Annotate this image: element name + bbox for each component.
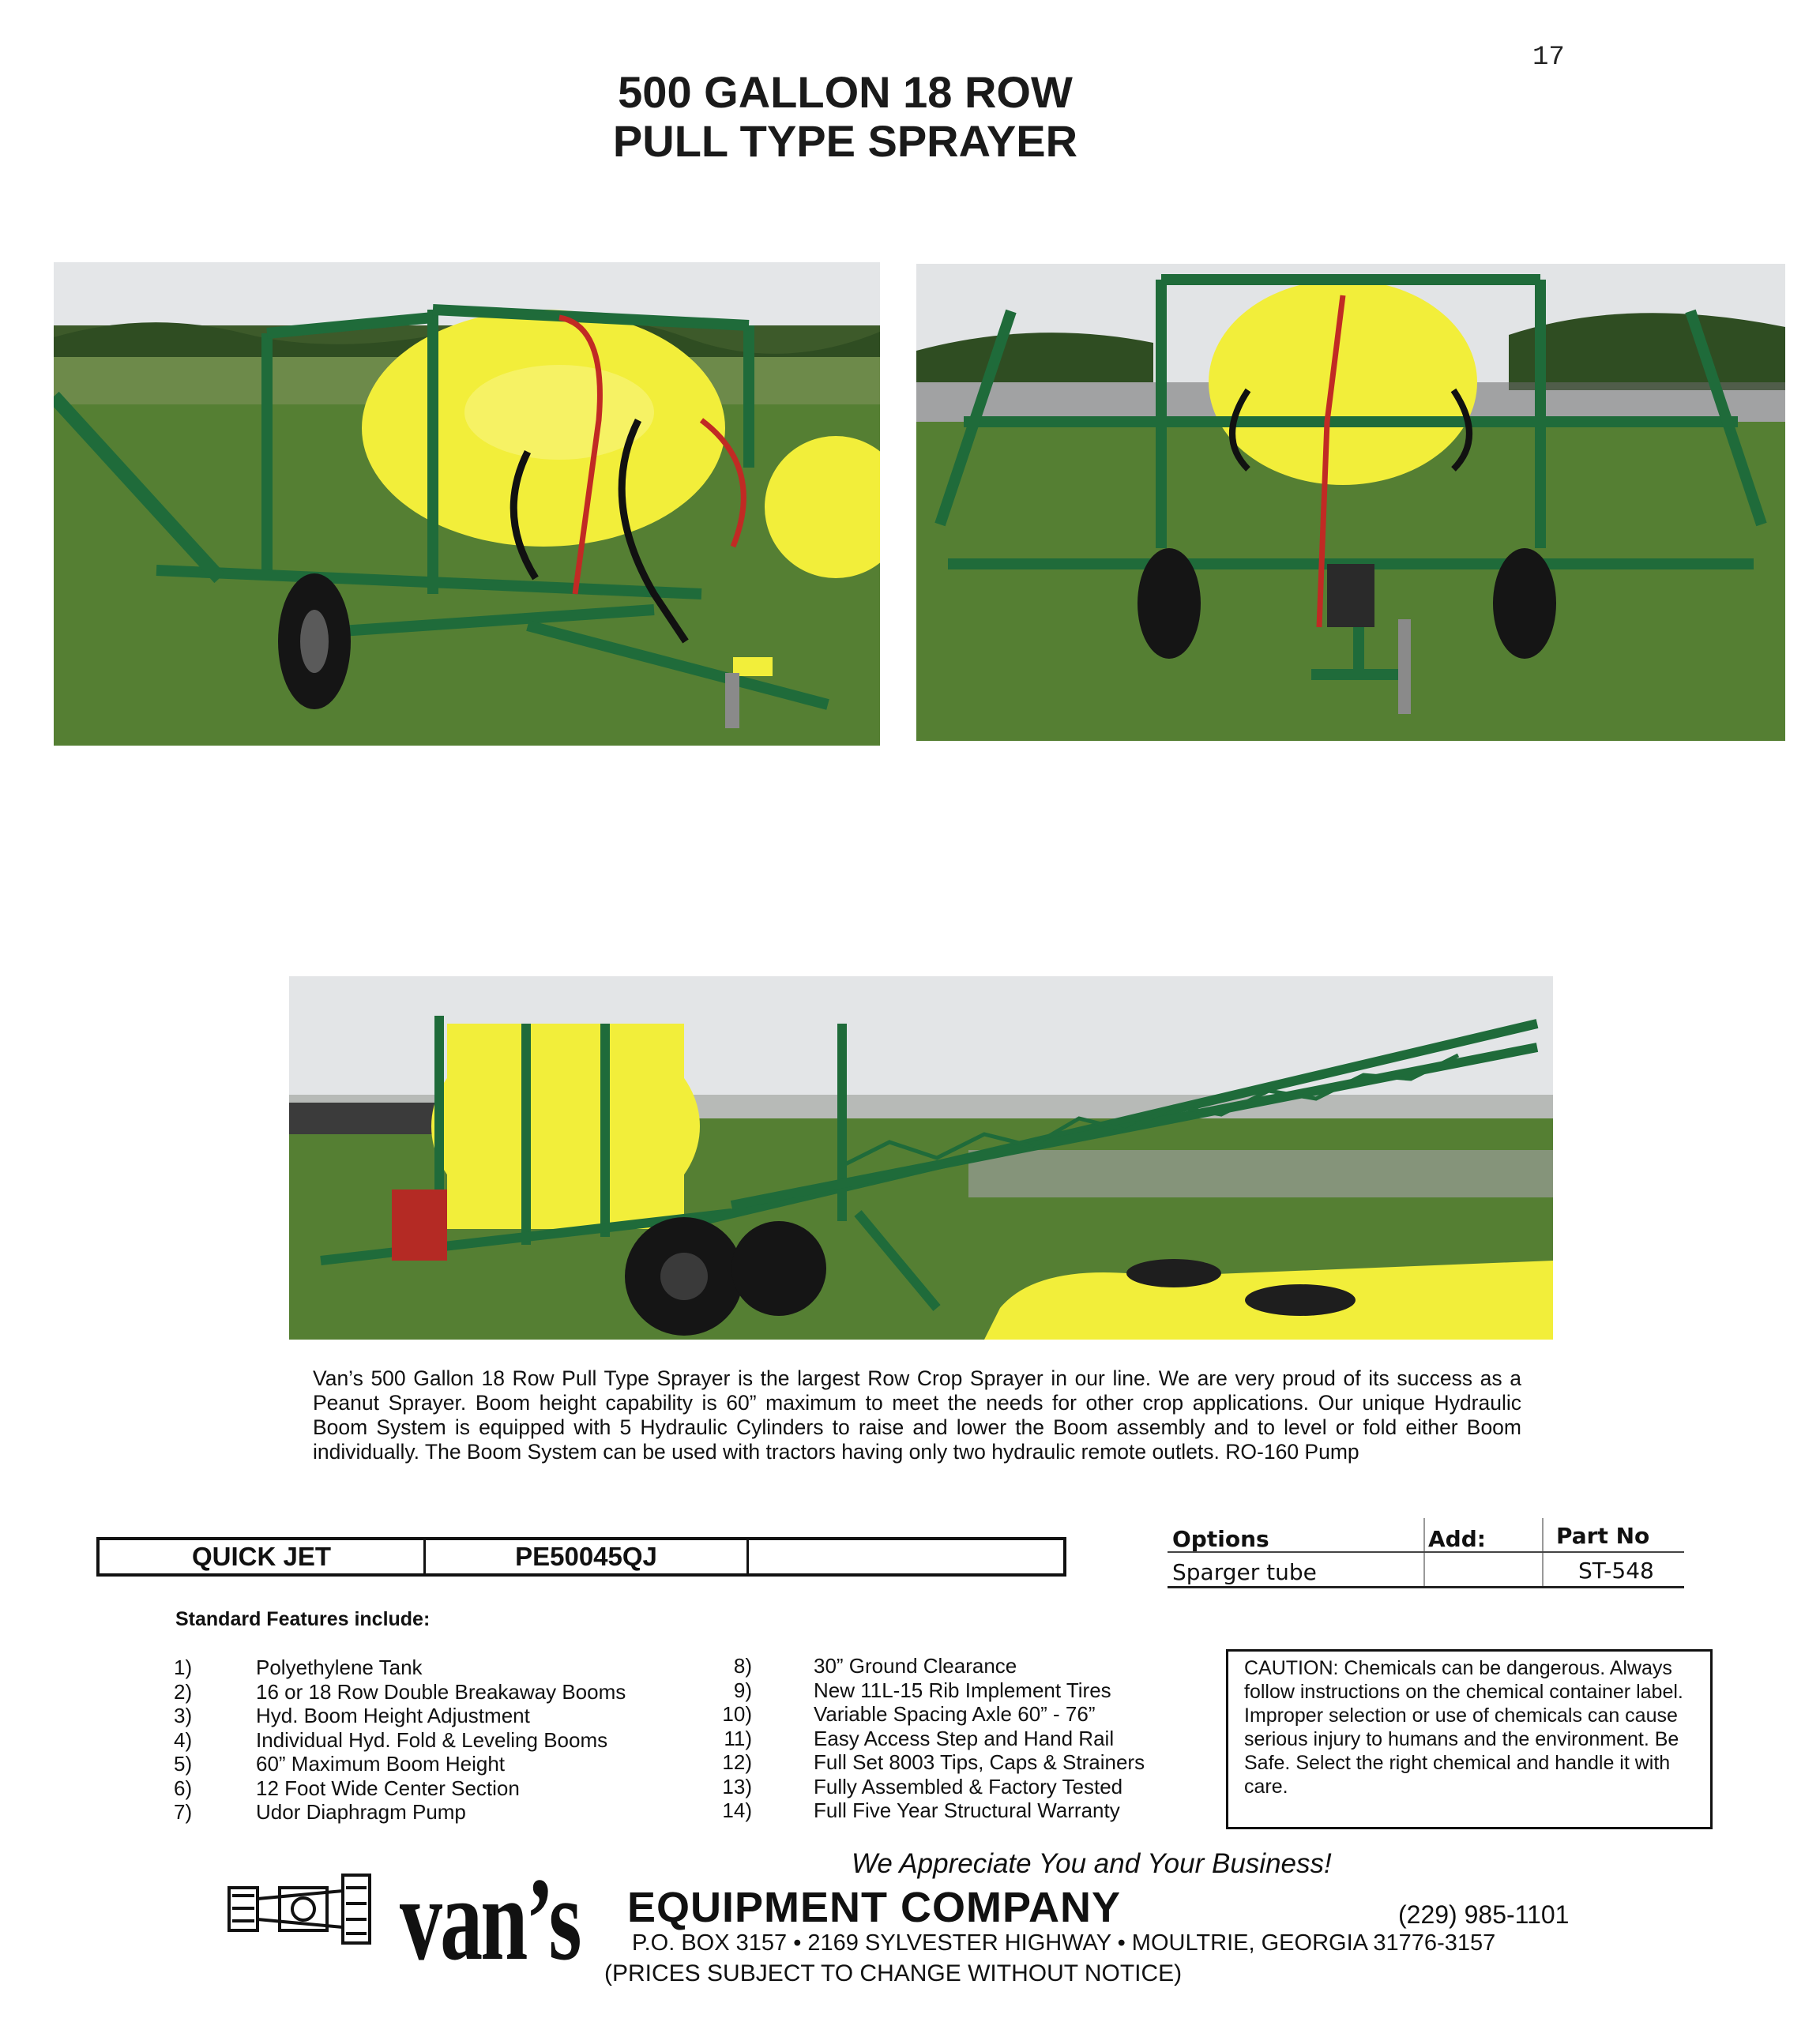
list-item: 13) Fully Assembled & Factory Tested: [722, 1774, 1123, 1798]
part-no-header: Part No: [1556, 1523, 1650, 1549]
model-part-table: [96, 1537, 1066, 1577]
list-item: 11) Easy Access Step and Hand Rail: [724, 1726, 1115, 1750]
page-title-line-2: PULL TYPE SPRAYER: [612, 116, 1078, 166]
company-name: EQUIPMENT COMPANY: [627, 1884, 1122, 1931]
page-number: 17: [1532, 43, 1565, 73]
option-name: Sparger tube: [1172, 1559, 1317, 1585]
sprayer-photo-side: [289, 976, 1553, 1340]
standard-features-title: Standard Features include:: [175, 1608, 431, 1630]
sprayer-photo-left: [54, 262, 880, 746]
vans-logo: van’s: [400, 1854, 580, 1985]
features-list-right: [716, 1654, 1221, 1823]
sprayer-photo-right: [916, 264, 1785, 741]
model-part-number-cell: PE50045QJ: [426, 1540, 749, 1573]
options-header: Options: [1172, 1526, 1269, 1552]
model-name-cell: QUICK JET: [100, 1540, 426, 1573]
list-item: 2) 16 or 18 Row Double Breakaway Booms: [174, 1679, 626, 1704]
company-phone: (229) 985-1101: [1398, 1900, 1570, 1929]
company-address: P.O. BOX 3157 • 2169 SYLVESTER HIGHWAY • MOULTRIE, GEORGIA 31776-3157: [632, 1930, 1496, 1956]
model-price-cell: [749, 1540, 1063, 1573]
list-item: 4) Individual Hyd. Fold & Leveling Booms: [174, 1727, 608, 1752]
list-item: 3) Hyd. Boom Height Adjustment: [174, 1704, 530, 1727]
list-item: 9) New 11L-15 Rib Implement Tires: [733, 1678, 1111, 1702]
list-item: 5) 60” Maximum Boom Height: [174, 1752, 505, 1776]
features-list-left: [174, 1656, 711, 1825]
list-item: 12) Full Set 8003 Tips, Caps & Strainers: [722, 1750, 1145, 1774]
list-item: 10) Variable Spacing Axle 60” - 76”: [722, 1702, 1096, 1726]
options-row: [1168, 1553, 1684, 1588]
list-item: 7) Udor Diaphragm Pump: [174, 1800, 466, 1824]
footer-slogan: We Appreciate You and Your Business!: [852, 1848, 1332, 1879]
product-description: Van’s 500 Gallon 18 Row Pull Type Sprayer is the largest Row Crop Sprayer in our line. We are very proud of its success as a Peanut Sprayer. Boom height capability is 60” maximum to meet the needs for other crop applications. Our unique Hydraulic Boom System is equipped with 5 Hydraulic Cylinders to raise and lower the Boom assembly and to level or fold either Boom individually. The Boom System can be used with tractors having only two hydraulic remote outlets. RO-160 Pump: [313, 1366, 1521, 1464]
list-item: 14) Full Five Year Structural Warranty: [722, 1798, 1120, 1822]
list-item: 6) 12 Foot Wide Center Section: [174, 1776, 520, 1800]
list-item: 1) Polyethylene Tank: [174, 1656, 423, 1679]
list-item: 8) 30” Ground Clearance: [733, 1654, 1017, 1678]
add-header: Add:: [1428, 1526, 1486, 1552]
option-part-no: ST-548: [1578, 1558, 1654, 1584]
prices-note: (PRICES SUBJECT TO CHANGE WITHOUT NOTICE): [604, 1960, 1183, 1986]
options-table: [1168, 1518, 1684, 1588]
caution-box: CAUTION: Chemicals can be dangerous. Always follow instructions on the chemical container label. Improper selection or use of chemicals can cause serious injury to humans and the environment. Be Safe. Select the right chemical and handle it with care.: [1226, 1649, 1713, 1829]
tractor-icon: [224, 1856, 374, 1959]
page-title-line-1: 500 GALLON 18 ROW: [618, 67, 1073, 117]
